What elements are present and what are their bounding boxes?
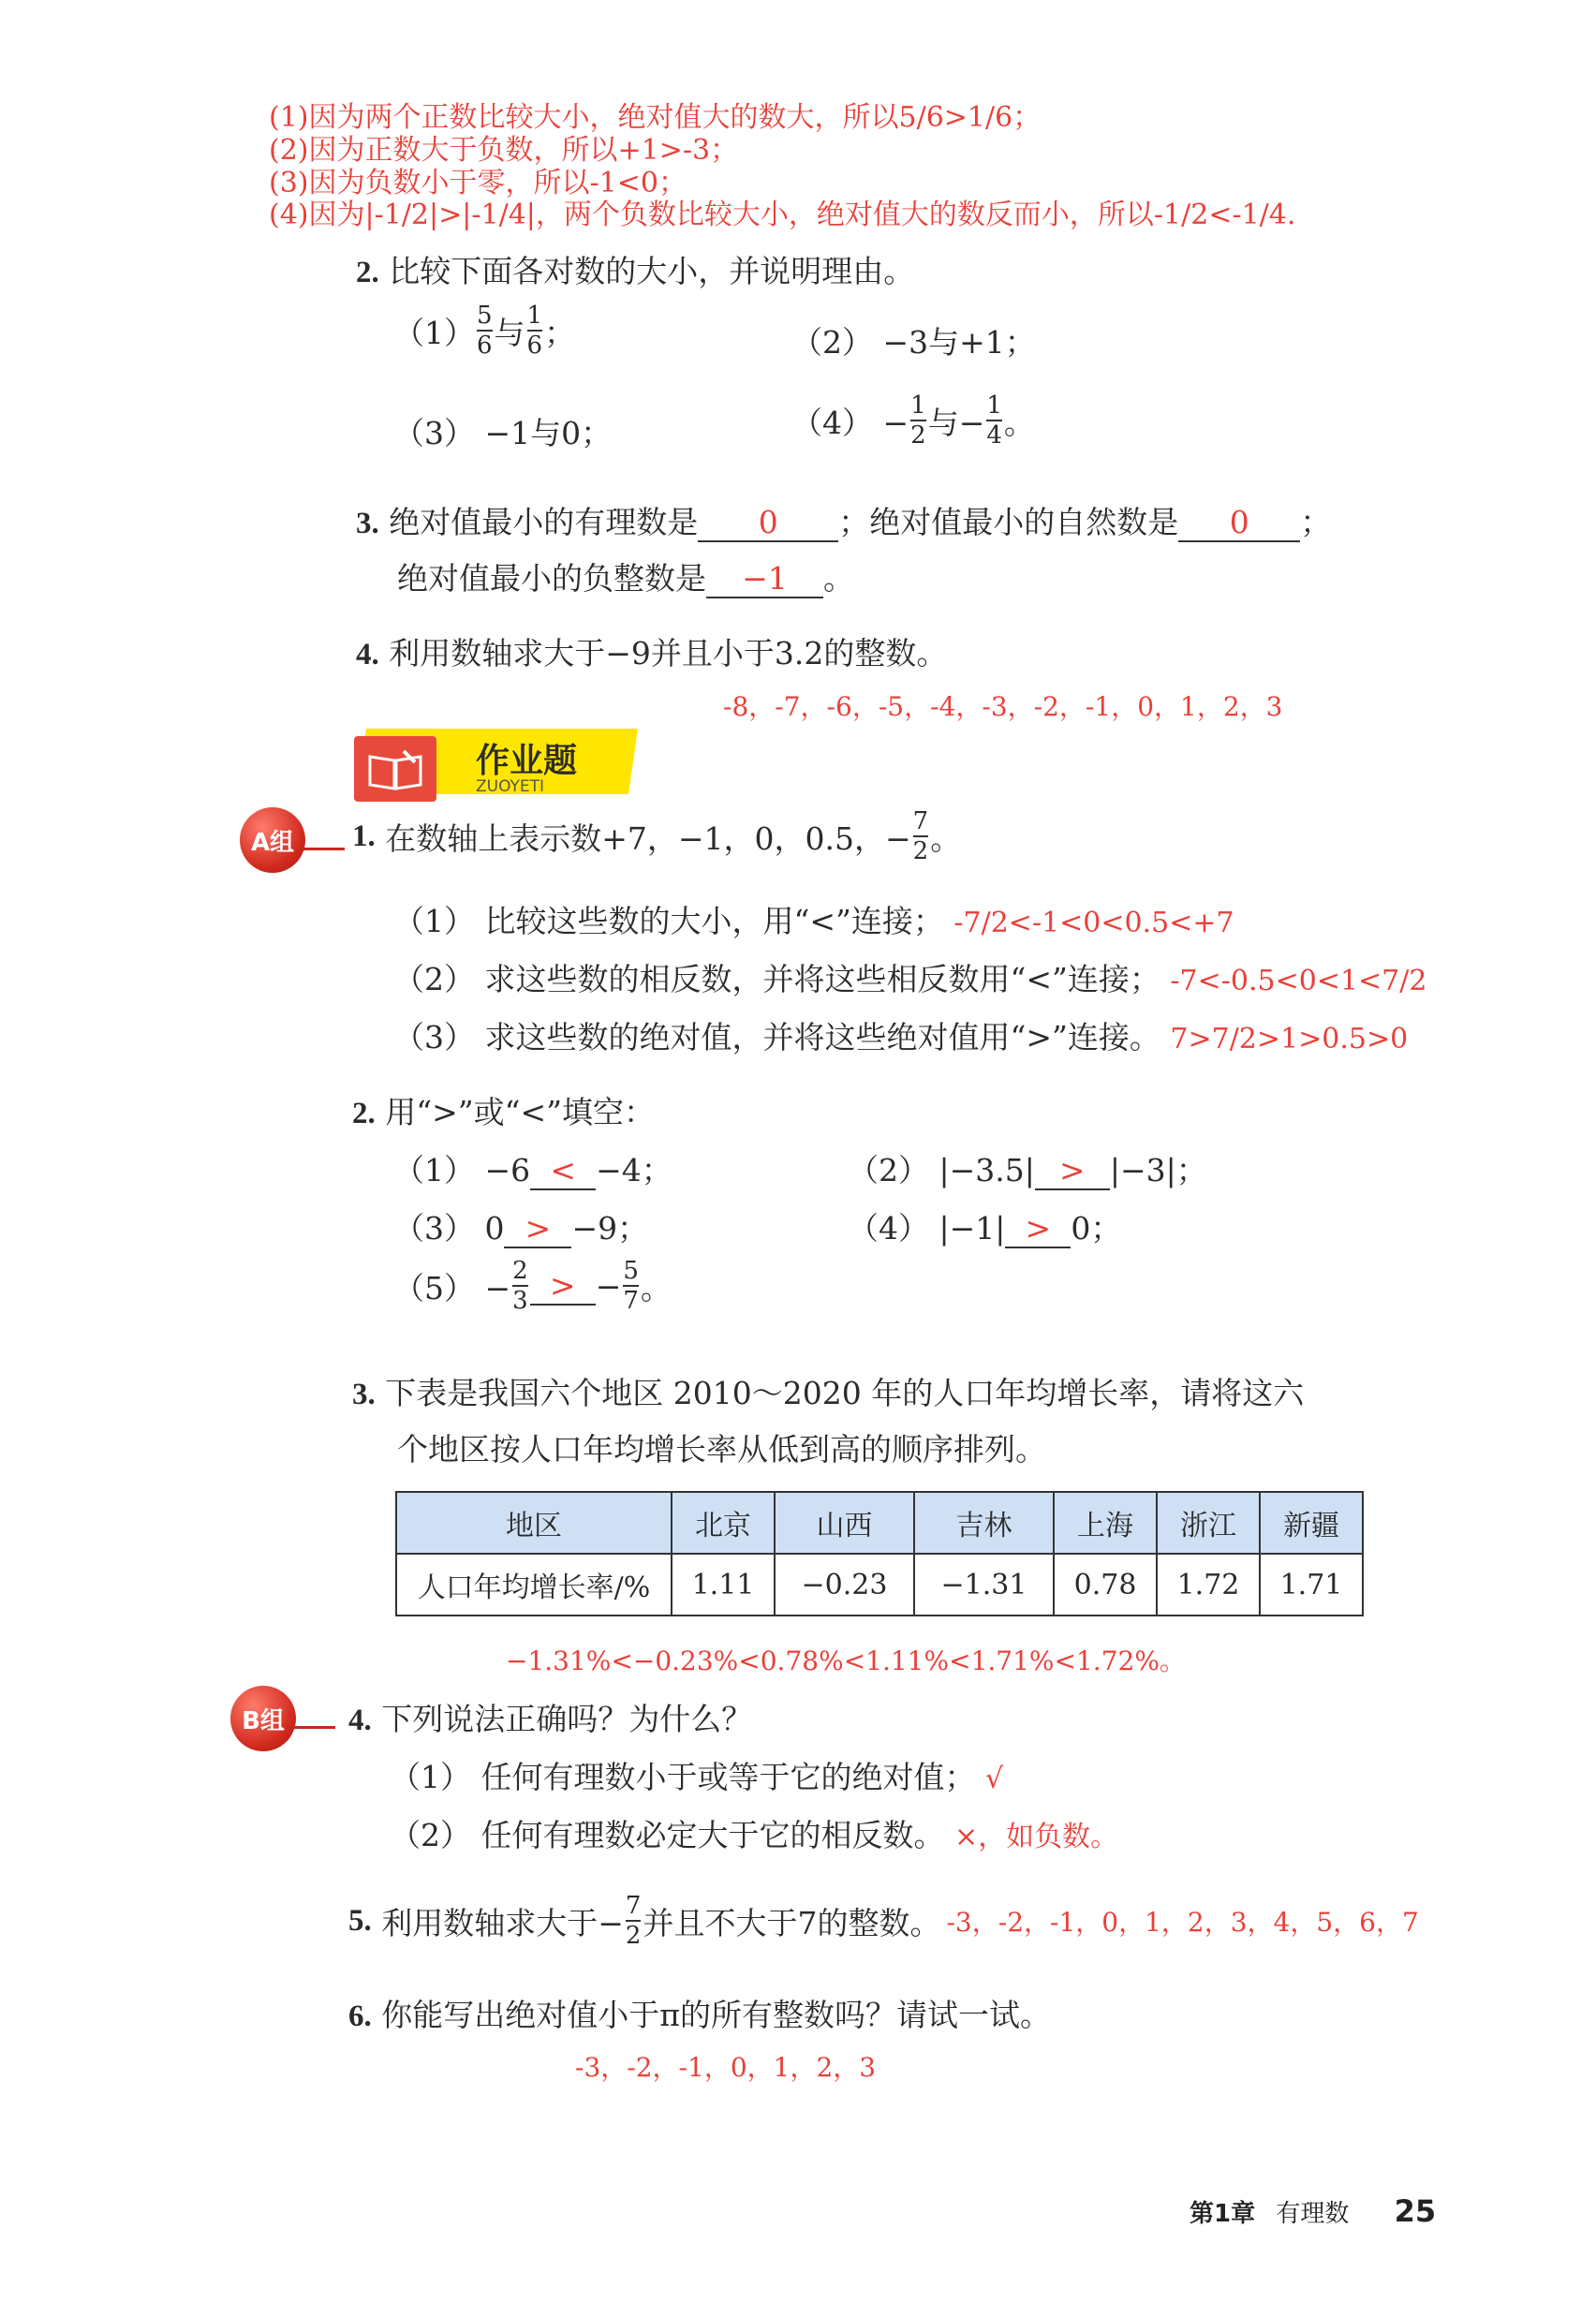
fraction: $\frac{2}{3}$ [512, 1257, 528, 1315]
table-header-cell: 新疆 [1260, 1492, 1363, 1554]
answer-hw3: −1.31%<−0.23%<0.78%<1.11%<1.71%<1.72%。 [506, 1645, 1186, 1676]
fraction: $\frac{5}{6}$ [477, 302, 493, 360]
homework-banner [354, 729, 635, 802]
answer-hw1-2: -7<-0.5<0<1<7/2 [1170, 965, 1427, 997]
q2-part-3: （3） −1与0； [393, 415, 613, 451]
answer-hw1-1: -7/2<-1<0<0.5<+7 [953, 907, 1234, 939]
book-icon [354, 736, 436, 802]
table-cell: 1.72 [1157, 1554, 1260, 1616]
hw1-part-3: （3） 求这些数的绝对值，并将这些绝对值用“>”连接。 7>7/2>1>0.5>0 [393, 1019, 1409, 1055]
population-growth-table [395, 1491, 1364, 1616]
fraction: $\frac{7}{2}$ [625, 1892, 642, 1950]
chapter-label: 第1章 [1190, 2200, 1256, 2228]
table-header-cell: 地区 [396, 1492, 672, 1554]
blank-answer: > [1005, 1210, 1071, 1248]
question-3-line-2: 绝对值最小的负整数是 −1 。 [397, 560, 854, 597]
hw2-part-4: （4） |−1| > 0； [848, 1210, 1122, 1247]
blank-answer: −1 [706, 560, 823, 598]
answer-q2-4: (4)因为|-1/2|>|-1/4|，两个负数比较大小，绝对值大的数反而小，所以-1/2<-1/4. [269, 199, 1296, 231]
badge-tail [302, 848, 345, 850]
hw1-part-1: （1） 比较这些数的大小，用“<”连接； -7/2<-1<0<0.5<+7 [393, 903, 1234, 939]
badge-tail [292, 1726, 335, 1729]
homework-5: 5. 利用数轴求大于− $\frac{7}{2}$ 并且不大于7的整数。 -3，-2，-1，0，1，2，3，4，5，6，7 [348, 1892, 1419, 1950]
table-cell: 1.71 [1260, 1554, 1363, 1616]
hw2-part-2: （2） |−3.5| > |−3|； [848, 1152, 1207, 1188]
fraction: $\frac{7}{2}$ [912, 807, 929, 865]
answer-hw6: -3，-2，-1，0，1，2，3 [575, 2052, 877, 2083]
table-header-cell: 上海 [1054, 1492, 1157, 1554]
homework-6: 6. 你能写出绝对值小于π的所有整数吗？请试一试。 [348, 1997, 1051, 2033]
table-cell: −0.23 [775, 1554, 914, 1616]
page-number: 25 [1394, 2193, 1437, 2229]
fraction: $\frac{1}{2}$ [910, 391, 926, 450]
table-header-cell: 浙江 [1157, 1492, 1260, 1554]
homework-title: 作业题 [476, 742, 578, 780]
table-header-row [396, 1492, 1363, 1554]
hw2-part-3: （3） 0 > −9； [393, 1210, 649, 1247]
chapter-title: 有理数 [1276, 2200, 1350, 2228]
fraction: $\frac{1}{4}$ [986, 391, 1002, 450]
blank-answer: > [1035, 1152, 1110, 1190]
blank-answer: > [504, 1210, 571, 1248]
q2-part-4: （4） − $\frac{1}{2}$ 与− $\frac{1}{4}$ 。 [791, 391, 1035, 450]
page-footer [1190, 2193, 1436, 2229]
hw2-part-1: （1） −6 < −4； [393, 1152, 672, 1188]
table-cell: 0.78 [1054, 1554, 1157, 1616]
homework-subtitle: ZUOYETI [476, 777, 545, 796]
hw4-part-1: （1） 任何有理数小于或等于它的绝对值； √ [390, 1759, 1004, 1795]
answer-q2-3: (3)因为负数小于零，所以-1<0； [269, 167, 687, 199]
group-b-badge: B组 [230, 1686, 296, 1751]
table-header-cell: 北京 [672, 1492, 775, 1554]
answer-hw4-1: √ [985, 1763, 1004, 1795]
hw4-part-2: （2） 任何有理数必定大于它的相反数。 ×，如负数。 [390, 1817, 1119, 1853]
q2-part-1: （1） $\frac{5}{6}$ 与 $\frac{1}{6}$ ； [393, 302, 576, 360]
question-4: 4. 利用数轴求大于−9并且小于3.2的整数。 [356, 635, 948, 671]
homework-2: 2. 用“>”或“<”填空： [352, 1094, 656, 1130]
question-2: 2. 比较下面各对数的大小，并说明理由。 [356, 253, 915, 289]
blank-answer: 0 [698, 504, 838, 542]
table-header-cell: 山西 [775, 1492, 914, 1554]
homework-1: 1. 在数轴上表示数+7，−1，0，0.5，− $\frac{7}{2}$ 。 [352, 807, 962, 865]
blank-answer: 0 [1178, 504, 1300, 542]
homework-4: 4. 下列说法正确吗？为什么？ [348, 1701, 753, 1737]
question-3: 3. 绝对值最小的有理数是 0 ；绝对值最小的自然数是 0 ； [356, 504, 1332, 540]
answer-hw5: -3，-2，-1，0，1，2，3，4，5，6，7 [946, 1907, 1419, 1938]
blank-answer: < [530, 1152, 596, 1190]
q2-part-2: （2） −3与+1； [791, 324, 1036, 361]
blank-answer: > [530, 1267, 596, 1306]
hw2-part-5: （5） − $\frac{2}{3}$ > − $\frac{5}{7}$ 。 [393, 1257, 672, 1315]
answer-q4: -8，-7，-6，-5，-4，-3，-2，-1，0，1，2，3 [723, 691, 1283, 722]
answer-q2-1: (1)因为两个正数比较大小，绝对值大的数大，所以5/6>1/6； [269, 101, 1042, 134]
table-cell: 人口年均增长率/% [396, 1554, 672, 1616]
table-cell: 1.11 [672, 1554, 775, 1616]
homework-3-line-2: 个地区按人口年均增长率从低到高的顺序排列。 [397, 1431, 1046, 1468]
table-row [396, 1554, 1363, 1616]
fraction: $\frac{5}{7}$ [623, 1257, 639, 1315]
fraction: $\frac{1}{6}$ [526, 302, 543, 360]
table-header-cell: 吉林 [914, 1492, 1054, 1554]
homework-3: 3. 下表是我国六个地区 2010～2020 年的人口年均增长率，请将这六 [352, 1375, 1305, 1411]
hw1-part-2: （2） 求这些数的相反数，并将这些相反数用“<”连接； -7<-0.5<0<1<7/2 [393, 961, 1427, 997]
group-a-badge: A组 [240, 807, 305, 873]
answer-hw1-3: 7>7/2>1>0.5>0 [1170, 1023, 1409, 1055]
table-cell: −1.31 [914, 1554, 1054, 1616]
answer-hw4-2: ×，如负数。 [954, 1821, 1119, 1853]
answer-q2-2: (2)因为正数大于负数，所以+1>-3； [269, 134, 739, 167]
